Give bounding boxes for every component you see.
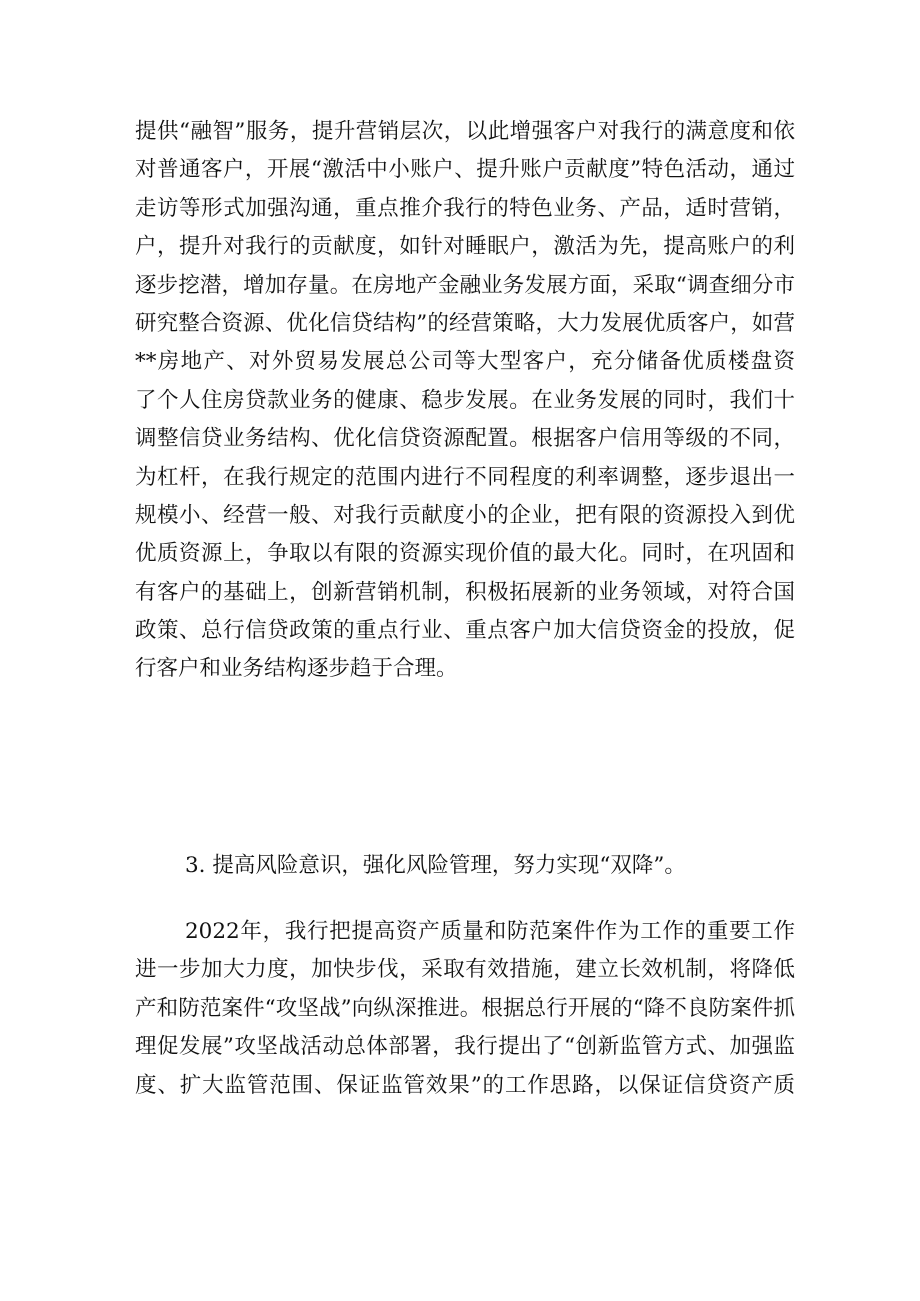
paragraph-line: 调整信贷业务结构、优化信贷资源配置。根据客户信用等级的不同， — [135, 426, 795, 452]
paragraph-line: 进一步加大力度，加快步伐，采取有效措施，建立长效机制，将降低 — [135, 957, 795, 983]
paragraph-line: 了个人住房贷款业务的健康、稳步发展。在业务发展的同时，我们十 — [135, 387, 795, 413]
paragraph-line: 为杠杆，在我行规定的范围内进行不同程度的利率调整，逐步退出一 — [135, 464, 795, 490]
paragraph-1 — [135, 113, 795, 689]
paragraph-line: 户，提升对我行的贡献度，如针对睡眠户，激活为先，提高账户的利 — [135, 234, 795, 260]
paragraph-line: 研究整合资源、优化信贷结构”的经营策略，大力发展优质客户，如营 — [135, 310, 795, 336]
paragraph-line: 对普通客户，开展“激活中小账户、提升账户贡献度”特色活动，通过 — [135, 157, 795, 183]
paragraph-line: 行客户和业务结构逐步趋于合理。 — [135, 656, 458, 682]
paragraph-line: 政策、总行信贷政策的重点行业、重点客户加大信贷资金的投放，促 — [135, 618, 795, 644]
paragraph-line: 理促发展”攻坚战活动总体部署，我行提出了“创新监管方式、加强监 — [135, 1034, 795, 1060]
section-heading-3: 3. 提高风险意识，强化风险管理，努力实现“双降”。 — [185, 853, 686, 878]
paragraph-line: 有客户的基础上，创新营销机制，积极拓展新的业务领域，对符合国 — [135, 579, 795, 605]
paragraph-line: **房地产、对外贸易发展总公司等大型客户，充分储备优质楼盘资 — [135, 349, 795, 375]
paragraph-line: 度、扩大监管范围、保证监管效果”的工作思路，以保证信贷资产质 — [135, 1072, 795, 1098]
paragraph-line: 2022年，我行把提高资产质量和防范案件作为工作的重要工作 — [185, 919, 795, 944]
paragraph-line: 规模小、经营一般、对我行贡献度小的企业，把有限的资源投入到优 — [135, 502, 795, 528]
paragraph-line: 提供“融智”服务，提升营销层次，以此增强客户对我行的满意度和依 — [135, 119, 795, 144]
paragraph-2 — [135, 913, 795, 1105]
paragraph-line: 逐步挖潜，增加存量。在房地产金融业务发展方面，采取“调查细分市 — [135, 272, 795, 298]
paragraph-line: 产和防范案件“攻坚战”向纵深推进。根据总行开展的“降不良防案件抓 — [135, 995, 795, 1021]
paragraph-line: 走访等形式加强沟通，重点推介我行的特色业务、产品，适时营销， — [135, 195, 795, 221]
paragraph-line: 优质资源上，争取以有限的资源实现价值的最大化。同时，在巩固和 — [135, 541, 795, 567]
